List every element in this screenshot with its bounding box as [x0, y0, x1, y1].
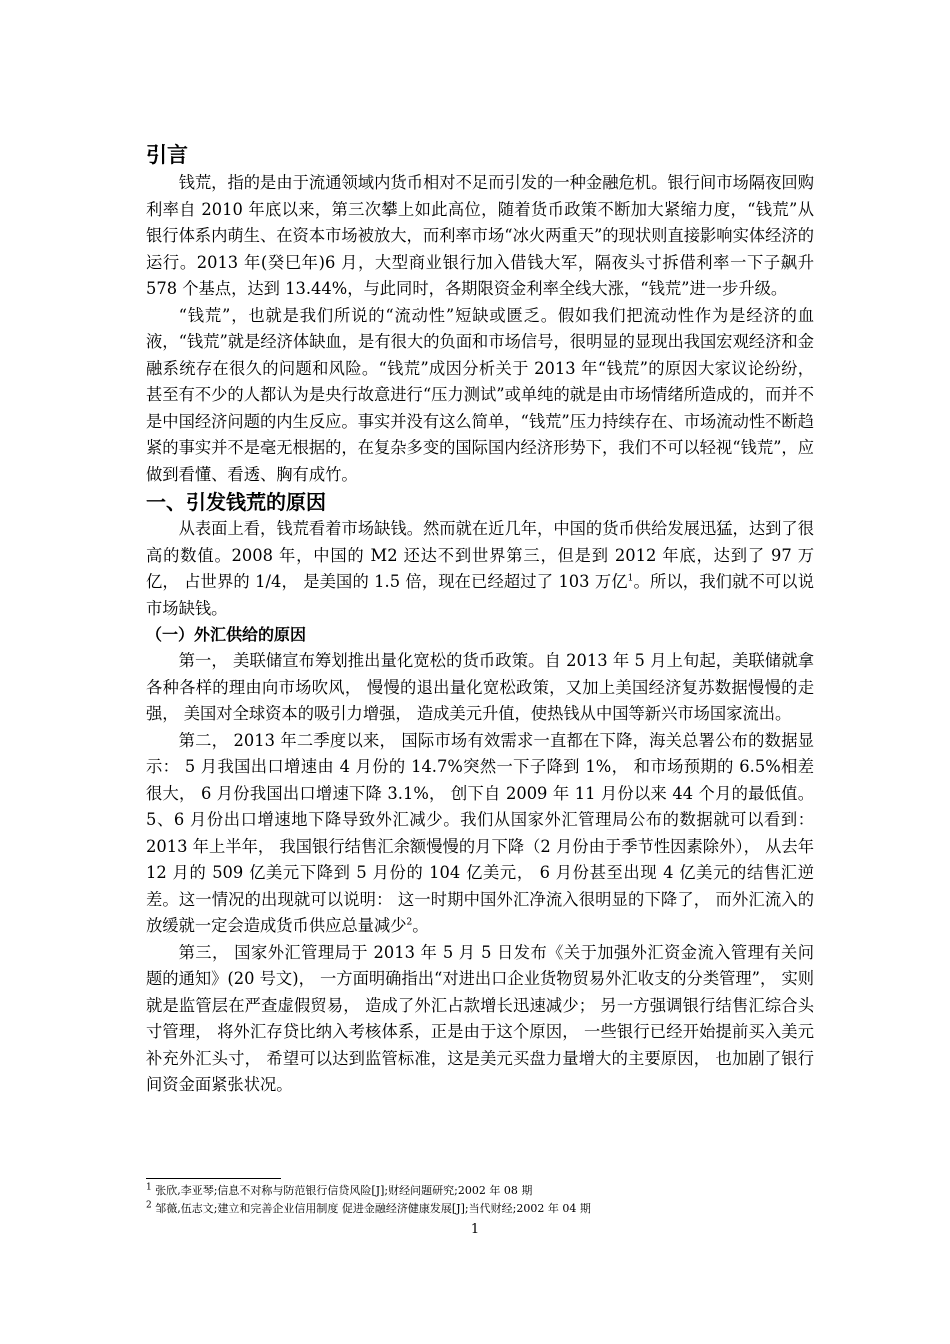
section-1-heading: 一、引发钱荒的原因 [146, 490, 326, 514]
section-1-paragraph-1-text: 从表面上看，钱荒看着市场缺钱。然而就在近几年，中国的货币供给发展迅猛，达到了很高的数值。2008 年，中国的 M2 还达不到世界第三，但是到 2012 年底，达到了 97 万亿， 占世界的 1/4， 是美国的 1.5 倍，现在已经超过了 103 万亿 [146, 519, 814, 591]
section-1-paragraph-1-tail: 。所以，我们就不可以说市场缺钱。 [146, 572, 814, 618]
footnote-1-text: 张欣,李亚琴;信息不对称与防范银行信贷风险[J];财经问题研究;2002 年 08 期 [151, 1184, 533, 1197]
subsection-1-paragraph-2-text: 第二， 2013 年二季度以来， 国际市场有效需求一直都在下降，海关总署公布的数据显示： 5 月我国出口增速由 4 月份的 14.7%突然一下子降到 1%， 和市场预期的 6.5%相差很大， 6 月份我国出口增速下降 3.1%， 创下自 2009 年 11 月份以来 44 个月的最低值。5、6 月份出口增速地下降导致外汇减少。我们从国家外汇管理局公布的数据就可以看到：2013 年上半年， 我国银行结售汇余额慢慢的月下降（2 月份由于季节性因素除外）， 从去年 12 月的 509 亿美元下降到 5 月份的 104 亿美元， 6 月份甚至出现 4 亿美元的结售汇逆差。这一情况的出现就可以说明： 这一时期中国外汇净流入很明显的下降了， 而外汇流入的放缓就一定会造成货币供应总量减少 [146, 730, 814, 935]
footnote-2-mark: 2 [146, 1200, 152, 1211]
footnote-ref-1[interactable]: 1 [627, 573, 634, 584]
intro-heading: 引言 [146, 143, 188, 167]
footnote-2-text: 邹薇,伍志文;建立和完善企业信用制度 促进金融经济健康发展[J];当代财经;2002 年 04 期 [151, 1202, 591, 1215]
page-number: 1 [470, 1222, 480, 1237]
footnote-ref-2[interactable]: 2 [406, 917, 413, 928]
footnote-2 [146, 1200, 814, 1218]
subsection-1-paragraph-2-tail: 。 [412, 916, 429, 935]
subsection-1-paragraph-2 [146, 728, 814, 940]
footnotes [146, 1182, 814, 1218]
intro-paragraph-1: 钱荒，指的是由于流通领域内货币相对不足而引发的一种金融危机。银行间市场隔夜回购利率自 2010 年底以来，第三次攀上如此高位，随着货币政策不断加大紧缩力度，“钱荒”从银行体系内萌生、在资本市场被放大，而利率市场“冰火两重天”的现状则直接影响实体经济的运行。2013 年(癸巳年)6 月，大型商业银行加入借钱大军，隔夜头寸拆借利率一下子飙升 578 个基点，达到 13.44%，与此同时，各期限资金利率全线大涨，“钱荒”进一步升级。 [146, 173, 814, 298]
subsection-1-paragraph-1: 第一， 美联储宣布筹划推出量化宽松的货币政策。自 2013 年 5 月上旬起，美联储就拿各种各样的理由向市场吹风， 慢慢的退出量化宽松政策，又加上美国经济复苏数据慢慢的走强， 美国对全球资本的吸引力增强， 造成美元升值，使热钱从中国等新兴市场国家流出。 [146, 651, 814, 723]
subsection-1-heading: （一）外汇供给的原因 [146, 625, 307, 644]
footnote-1-mark: 1 [146, 1182, 152, 1193]
footnote-separator [146, 1178, 281, 1179]
section-1-paragraph-1 [146, 516, 814, 622]
intro-paragraph-2: “钱荒”，也就是我们所说的“流动性”短缺或匮乏。假如我们把流动性作为是经济的血液，“钱荒”就是经济体缺血，是有很大的负面和市场信号，很明显的显现出我国宏观经济和金融系统存在很久的问题和风险。“钱荒”成因分析关于 2013 年“钱荒”的原因大家议论纷纷，甚至有不少的人都认为是央行故意进行“压力测试”或单纯的就是由市场情绪所造成的，而并不是中国经济问题的内生反应。事实并没有这么简单，“钱荒”压力持续存在、市场流动性不断趋紧的事实并不是毫无根据的，在复杂多变的国际国内经济形势下，我们不可以轻视“钱荒”，应做到看懂、看透、胸有成竹。 [146, 305, 814, 484]
subsection-1-paragraph-3: 第三， 国家外汇管理局于 2013 年 5 月 5 日发布《关于加强外汇资金流入管理有关问题的通知》(20 号文)， 一方面明确指出“对进出口企业货物贸易外汇收支的分类管理”， 实则就是监管层在严查虚假贸易， 造成了外汇占款增长迅速减少； 另一方强调银行结售汇综合头寸管理， 将外汇存贷比纳入考核体系，正是由于这个原因， 一些银行已经开始提前买入美元补充外汇头寸， 希望可以达到监管标准，这是美元买盘力量增大的主要原因， 也加剧了银行间资金面紧张状况。 [146, 942, 815, 1094]
body-text [146, 140, 814, 1099]
footnote-1 [146, 1182, 814, 1200]
